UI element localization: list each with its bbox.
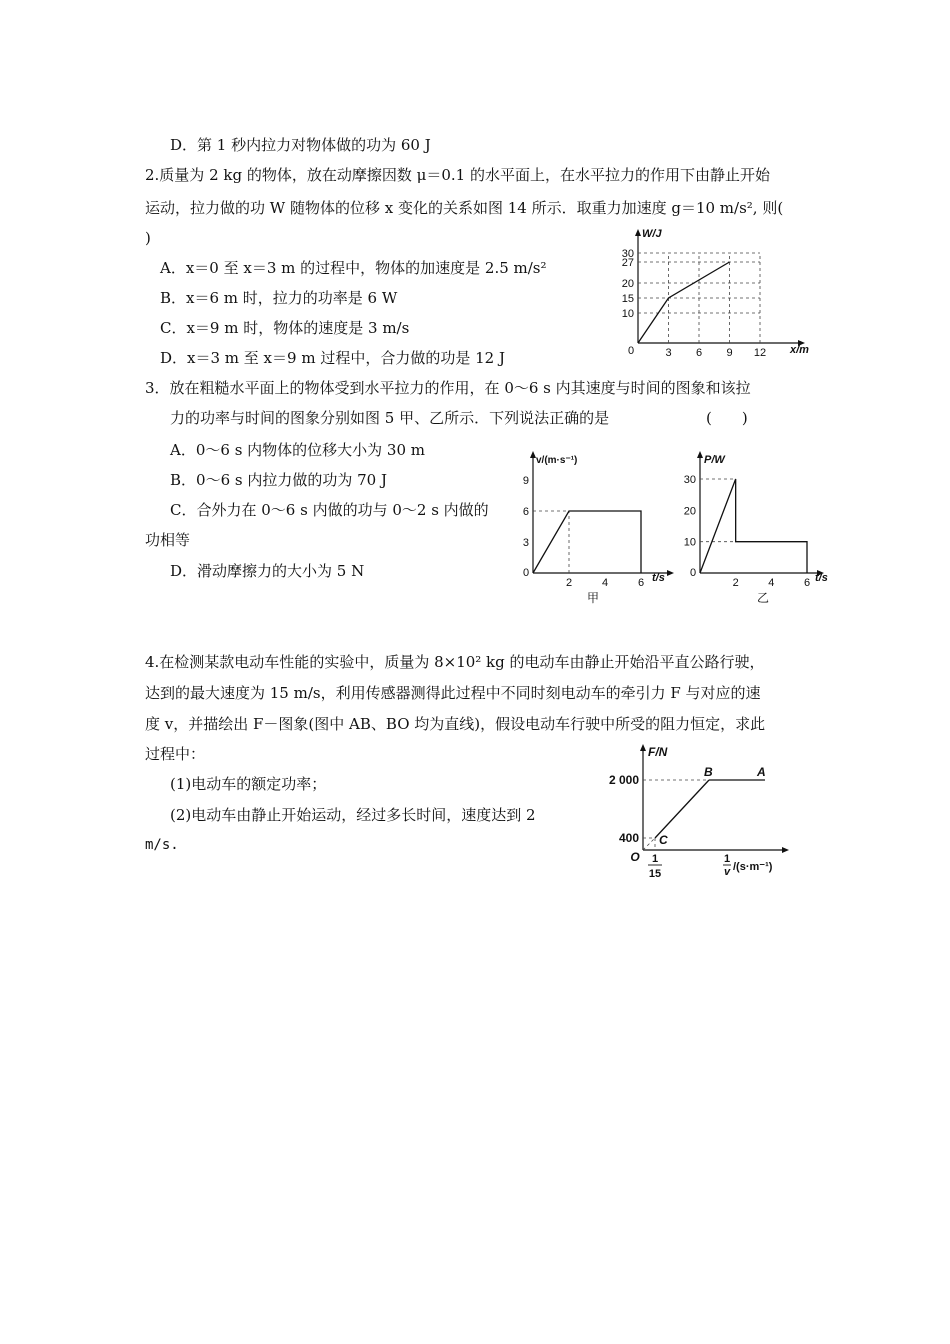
x-axis-arrow — [782, 847, 789, 853]
ytick-label-15: 15 — [621, 293, 634, 305]
origin-label: 0 — [689, 567, 697, 579]
q1-option-d: D．第 1 秒内拉力对物体做的功为 60 J — [170, 136, 431, 154]
q4-part2: (2)电动车由静止开始运动，经过多长时间，速度达到 2 — [170, 806, 536, 824]
xtick-label-12: 12 — [753, 347, 767, 359]
y-axis-arrow — [697, 451, 703, 458]
chart-caption: 乙 — [756, 591, 770, 605]
xtick-label-6: 6 — [695, 347, 703, 359]
q2-option-c: C．x＝9 m 时，物体的速度是 3 m/s — [160, 319, 410, 337]
xtick-label-4: 4 — [768, 577, 775, 589]
q2-stem-line1: 2.质量为 2 kg 的物体，放在动摩擦因数 μ＝0.1 的水平面上，在水平拉力的作用下由静止开始 — [145, 166, 770, 184]
x-axis-label: x/m — [790, 344, 809, 356]
ytick-label-10: 10 — [621, 308, 634, 320]
origin-label: O — [630, 850, 640, 864]
q4-part1: (1)电动车的额定功率； — [170, 775, 327, 793]
point-a-label: A — [757, 765, 766, 779]
xtick-label-2: 2 — [732, 577, 739, 589]
ytick-label-30: 30 — [621, 248, 634, 260]
q3-option-c-cont: 功相等 — [145, 531, 191, 549]
q2-stem-line3: ) — [145, 229, 151, 247]
q4-stem-line4: 过程中： — [145, 745, 206, 763]
xlabel-denominator: v — [723, 866, 731, 878]
origin-label: 0 — [522, 567, 530, 579]
q3-answer-bracket: ( ) — [706, 409, 748, 427]
y-axis-arrow — [640, 744, 646, 751]
x-axis-label: t/s — [652, 572, 665, 584]
y-axis-label: F/N — [648, 745, 668, 759]
ytick-label-20: 20 — [683, 505, 696, 518]
ytick-label-10: 10 — [683, 536, 696, 549]
force-inverse-velocity-chart — [595, 738, 805, 888]
q2-stem-line2: 运动，拉力做的功 W 随物体的位移 x 变化的关系如图 14 所示．取重力加速度 g＝10 m/s², 则( — [145, 199, 784, 217]
ytick-400: 400 — [618, 831, 639, 845]
ytick-label-6: 6 — [522, 506, 529, 518]
work-displacement-chart — [600, 225, 820, 360]
point-b-label: B — [704, 765, 713, 779]
segment-bc — [655, 780, 709, 838]
xtick-label-6: 6 — [803, 577, 811, 589]
y-axis-label: P/W — [704, 454, 725, 466]
xtick-label-2: 2 — [565, 577, 573, 589]
q3-option-a: A．0～6 s 内物体的位移大小为 30 m — [170, 441, 426, 459]
chart-caption: 甲 — [586, 591, 600, 605]
segment-co-dashed — [643, 838, 655, 850]
y-axis-label: v/(m·s⁻¹) — [536, 455, 578, 466]
ytick-label-3: 3 — [522, 537, 529, 549]
xtick-numerator: 1 — [651, 853, 659, 865]
xlabel-numerator: 1 — [723, 853, 731, 865]
q3-stem-line1: 3．放在粗糙水平面上的物体受到水平拉力的作用，在 0～6 s 内其速度与时间的图象和该拉 — [145, 379, 751, 397]
x-axis-label: t/s — [815, 572, 828, 584]
q2-option-a: A．x＝0 至 x＝3 m 的过程中，物体的加速度是 2.5 m/s² — [160, 259, 547, 277]
ytick-label-27: 27 — [621, 257, 634, 269]
origin-label: 0 — [627, 345, 635, 357]
xtick-label-9: 9 — [726, 347, 733, 359]
ytick-label-9: 9 — [522, 475, 529, 487]
velocity-time-chart — [505, 445, 680, 610]
power-line — [700, 479, 807, 573]
ytick-label-20: 20 — [621, 278, 634, 290]
xtick-denominator: 15 — [648, 868, 662, 880]
q3-option-d: D．滑动摩擦力的大小为 5 N — [170, 562, 365, 580]
xlabel-unit: /(s·m⁻¹) — [733, 861, 773, 873]
q4-part2-cont: m/s. — [145, 837, 179, 853]
xtick-label-6: 6 — [637, 577, 645, 589]
xtick-label-3: 3 — [665, 347, 672, 359]
xtick-label-4: 4 — [601, 577, 609, 589]
point-c-label: C — [659, 833, 668, 847]
ytick-label-30: 30 — [683, 474, 696, 486]
q4-stem-line3: 度 v，并描绘出 F－图象(图中 AB、BO 均为直线)，假设电动车行驶中所受的阻力恒定，求此 — [145, 715, 766, 733]
y-axis-arrow — [635, 229, 641, 236]
velocity-line — [533, 511, 641, 573]
power-time-chart — [670, 445, 845, 610]
ytick-2000: 2 000 — [608, 773, 639, 787]
q3-option-c: C．合外力在 0～6 s 内做的功与 0～2 s 内做的 — [170, 501, 489, 519]
q2-option-b: B．x＝6 m 时，拉力的功率是 6 W — [160, 289, 398, 307]
q2-option-d: D．x＝3 m 至 x＝9 m 过程中，合力做的功是 12 J — [160, 349, 505, 367]
q4-stem-line2: 达到的最大速度为 15 m/s，利用传感器测得此过程中不同时刻电动车的牵引力 F 与对应的速 — [145, 684, 761, 702]
work-line — [638, 262, 730, 343]
q3-option-b: B．0～6 s 内拉力做的功为 70 J — [170, 471, 387, 489]
q4-stem-line1: 4.在检测某款电动车性能的实验中，质量为 8×10² kg 的电动车由静止开始沿平直公路行驶， — [145, 653, 765, 671]
q3-stem-line2: 力的功率与时间的图象分别如图 5 甲、乙所示．下列说法正确的是 — [170, 409, 610, 427]
y-axis-label: W/J — [642, 228, 662, 240]
